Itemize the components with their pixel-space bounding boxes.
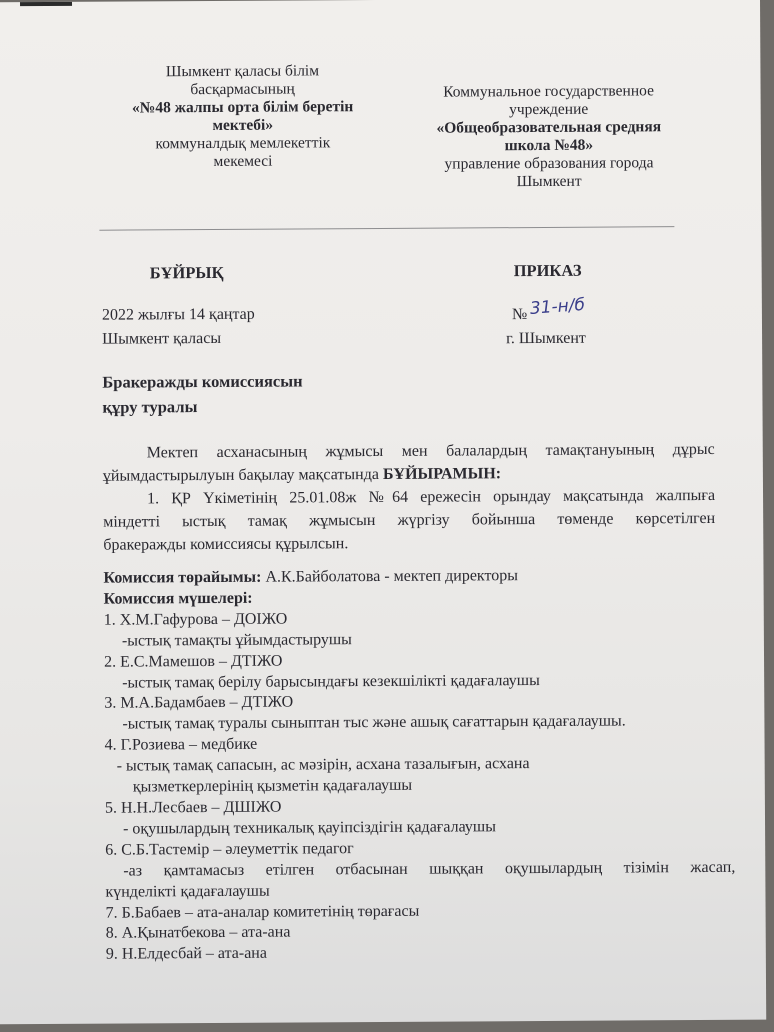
header-ru-line5: управление образования города — [444, 154, 654, 173]
member-7: 7. Б.Бабаев – ата-аналар комитетінің төрағасы — [105, 902, 420, 922]
paragraph-2-line1: 1. ҚР Үкіметінің 25.01.08ж №64 ережесін орындау мақсатында жалпыға — [146, 486, 716, 508]
subject-line1: Бракеражды комиссиясын — [102, 371, 303, 392]
member-6-duty-line2: күнделікті қадағалаушы — [105, 882, 270, 901]
member-3: 3. М.А.Бадамбаев – ДТІЖО — [104, 693, 294, 713]
header-kz-line2: басқармасының — [190, 80, 295, 99]
header-ru-line4: школа №48» — [504, 136, 594, 155]
member-4: 4. Г.Розиева – медбике — [104, 735, 258, 754]
member-3-duty: -ыстық тамақ туралы сыныптан тыс және ашық сағаттарын қадағалаушы. — [122, 712, 626, 733]
member-5: 5. Н.Н.Лесбаев – ДШІЖО — [104, 798, 282, 817]
member-2-duty: -ыстық тамақ берілу барысындағы кезекшілікті қадағалаушы — [122, 671, 540, 692]
order-title-kz: БҰЙРЫҚ — [149, 262, 224, 283]
order-keyword: БҰЙЫРАМЫН: — [382, 465, 502, 483]
member-9: 9. Н.Елдесбай – ата-ана — [105, 944, 267, 963]
paragraph-2-line2: міндетті ыстық тамақ жұмысын жүргізу бойынша төменде көрсетілген — [103, 509, 716, 531]
subject-line2: құру туралы — [102, 397, 198, 417]
member-2: 2. Е.С.Мамешов – ДТІЖО — [103, 652, 283, 671]
member-1: 1. Х.М.Гафурова – ДОІЖО — [103, 610, 288, 629]
order-number-handwritten: 31-н/б — [529, 294, 586, 319]
member-6-duty-line1: -аз қамтамасыз етілген отбасынан шыққан оқушылардың тізімін жасап, — [123, 858, 736, 880]
paragraph-1-text: ұйымдастырылуын бақылау мақсатында — [102, 465, 383, 485]
commission-list — [103, 565, 736, 966]
paper-edge-mark — [20, 2, 72, 6]
member-4-duty-line1: - ыстық тамақ сапасын, ас мәзірін, асхана тазалығын, асхана — [116, 755, 530, 775]
order-number-prefix: № — [511, 306, 528, 324]
member-8: 8. А.Қынатбекова – ата-ана — [105, 923, 291, 943]
member-6: 6. С.Б.Тастемір – әлеуметтік педагог — [105, 839, 354, 859]
city-ru: г. Шымкент — [506, 329, 586, 348]
header-ru-line3: «Общеобразовательная средняя — [436, 118, 662, 137]
member-1-duty: -ыстық тамақты ұйымдастырушы — [121, 630, 352, 650]
order-date: 2022 жылғы 14 қаңтар — [101, 305, 255, 324]
paragraph-2 — [103, 484, 715, 557]
member-5-duty: - оқушылардың техникалық қауіпсіздігін қадағалаушы — [123, 818, 496, 838]
member-4-duty-line2: қызметкерлерінің қызметін қадағалаушы — [132, 776, 413, 796]
order-subject — [102, 368, 303, 419]
header-ru — [408, 60, 689, 192]
order-title-ru: ПРИКАЗ — [513, 260, 582, 281]
paragraph-1-line1: Мектеп асханасының жұмысы мен балалардың тамақтануының дұрыс — [146, 440, 715, 462]
header-kz-line3: «№48 жалпы орта білім беретін — [131, 98, 354, 117]
header-kz-line5: коммуналдық мемлекеттік — [155, 134, 331, 153]
chair-value: А.К.Байболатова - мектеп директоры — [261, 567, 519, 586]
paragraph-2-line3: бракеражды комиссиясы құрылсын. — [103, 535, 349, 554]
header-ru-line1: Коммунальное государственное — [443, 82, 654, 101]
city-kz: Шымкент қаласы — [102, 329, 222, 348]
header-kz — [102, 62, 383, 172]
header-divider — [99, 226, 674, 231]
header-kz-line4: мектебі» — [212, 116, 274, 134]
header-kz-line1: Шымкент қаласы білім — [165, 62, 320, 81]
header-kz-line6: мекемесі — [213, 152, 273, 170]
header-ru-line6: Шымкент — [516, 172, 582, 191]
members-label: Комиссия мүшелері: — [103, 589, 253, 608]
paragraph-1 — [103, 438, 715, 488]
header-ru-line2: учреждение — [509, 100, 589, 119]
chair-label: Комиссия төрайымы: — [103, 568, 262, 587]
